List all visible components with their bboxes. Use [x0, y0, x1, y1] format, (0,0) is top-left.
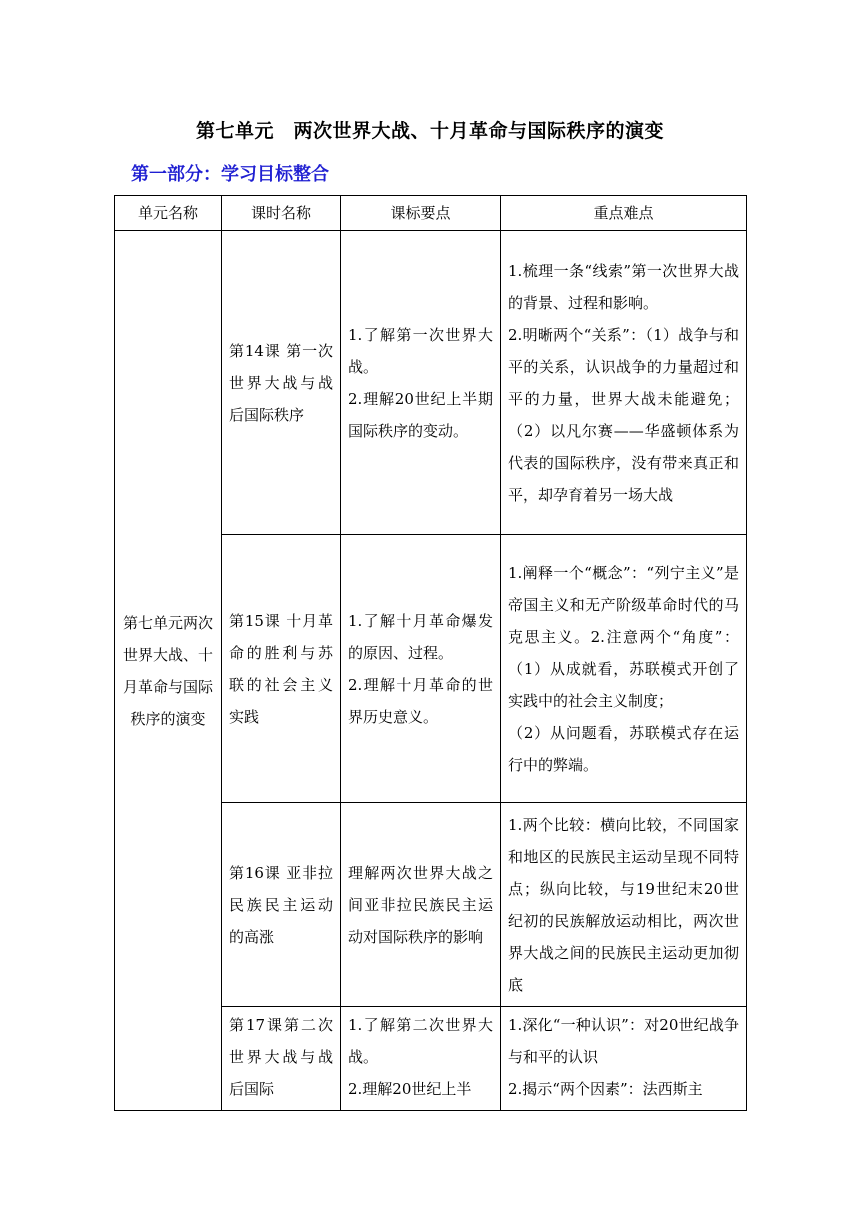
- lesson-cell: [222, 803, 341, 1007]
- lesson-name: 第14课 第一次世界大战与战后国际秩序: [229, 341, 333, 424]
- key-point-item: 1.深化“一种认识”：对20世纪战争与和平的认识: [508, 1016, 739, 1066]
- key-points-cell: [501, 535, 747, 803]
- key-point-item: 1.阐释一个“概念”：“列宁主义”是帝国主义和无产阶级革命时代的马克思主义。2.注意两个“角度”：（1）从成就看，苏联模式开创了实践中的社会主义制度；: [508, 563, 739, 710]
- header-unit-name: 单元名称: [115, 196, 222, 231]
- standards-cell: [341, 535, 501, 803]
- standards-cell: [341, 1007, 501, 1111]
- key-point-item: 1.梳理一条“线索”第一次世界大战的背景、过程和影响。: [508, 261, 739, 312]
- key-point-item: 2.揭示“两个因素”：法西斯主: [508, 1080, 703, 1098]
- learning-goals-table: [114, 195, 747, 1111]
- standards-cell: [341, 231, 501, 535]
- key-point-item: 2.明晰两个“关系”：（1）战争与和平的关系，认识战争的力量超过和平的力量，世界大战未能避免；（2）以凡尔赛——华盛顿体系为代表的国际秩序，没有带来真正和平，却孕育着另一场大战: [508, 325, 739, 504]
- lesson-cell: [222, 231, 341, 535]
- unit-name-cell: [115, 231, 222, 1111]
- lesson-cell: [222, 535, 341, 803]
- key-point-item: 1.两个比较：横向比较，不同国家和地区的民族民主运动呈现不同特点；纵向比较，与19世纪末20世纪初的民族解放运动相比，两次世界大战之间的民族民主运动更加彻底: [508, 815, 739, 994]
- standard-item: 1.了解第一次世界大战。: [348, 325, 493, 376]
- key-point-item: （2）从问题看，苏联模式存在运行中的弊端。: [508, 723, 739, 774]
- standard-item: 2.理解20世纪上半: [348, 1080, 472, 1098]
- lesson-name: 第17课第二次世界大战与战后国际: [229, 1016, 333, 1098]
- standard-item: 理解两次世界大战之间亚非拉民族民主运动对国际秩序的影响: [348, 863, 493, 946]
- standard-item: 1.了解第二次世界大战。: [348, 1016, 493, 1066]
- key-points-cell: [501, 803, 747, 1007]
- key-points-cell: [501, 1007, 747, 1111]
- document-title: 第七单元 两次世界大战、十月革命与国际秩序的演变: [195, 120, 664, 142]
- table-row: [115, 231, 747, 535]
- standard-item: 1.了解十月革命爆发的原因、过程。: [348, 611, 493, 662]
- standard-item: 2.理解十月革命的世界历史意义。: [348, 675, 493, 726]
- standard-item: 2.理解20世纪上半期国际秩序的变动。: [348, 389, 493, 440]
- lesson-name: 第15课 十月革命的胜利与苏联的社会主义实践: [229, 611, 333, 726]
- lesson-cell: [222, 1007, 341, 1111]
- section-heading: 第一部分：学习目标整合: [131, 164, 329, 185]
- header-curriculum-points: 课标要点: [341, 196, 501, 231]
- lesson-name: 第16课 亚非拉民族民主运动的高涨: [229, 863, 333, 946]
- header-lesson-name: 课时名称: [222, 196, 341, 231]
- header-key-difficult-points: 重点难点: [501, 196, 747, 231]
- standards-cell: [341, 803, 501, 1007]
- unit-name: 第七单元两次世界大战、十月革命与国际秩序的演变: [122, 613, 213, 728]
- key-points-cell: [501, 231, 747, 535]
- table-header-row: [115, 196, 747, 231]
